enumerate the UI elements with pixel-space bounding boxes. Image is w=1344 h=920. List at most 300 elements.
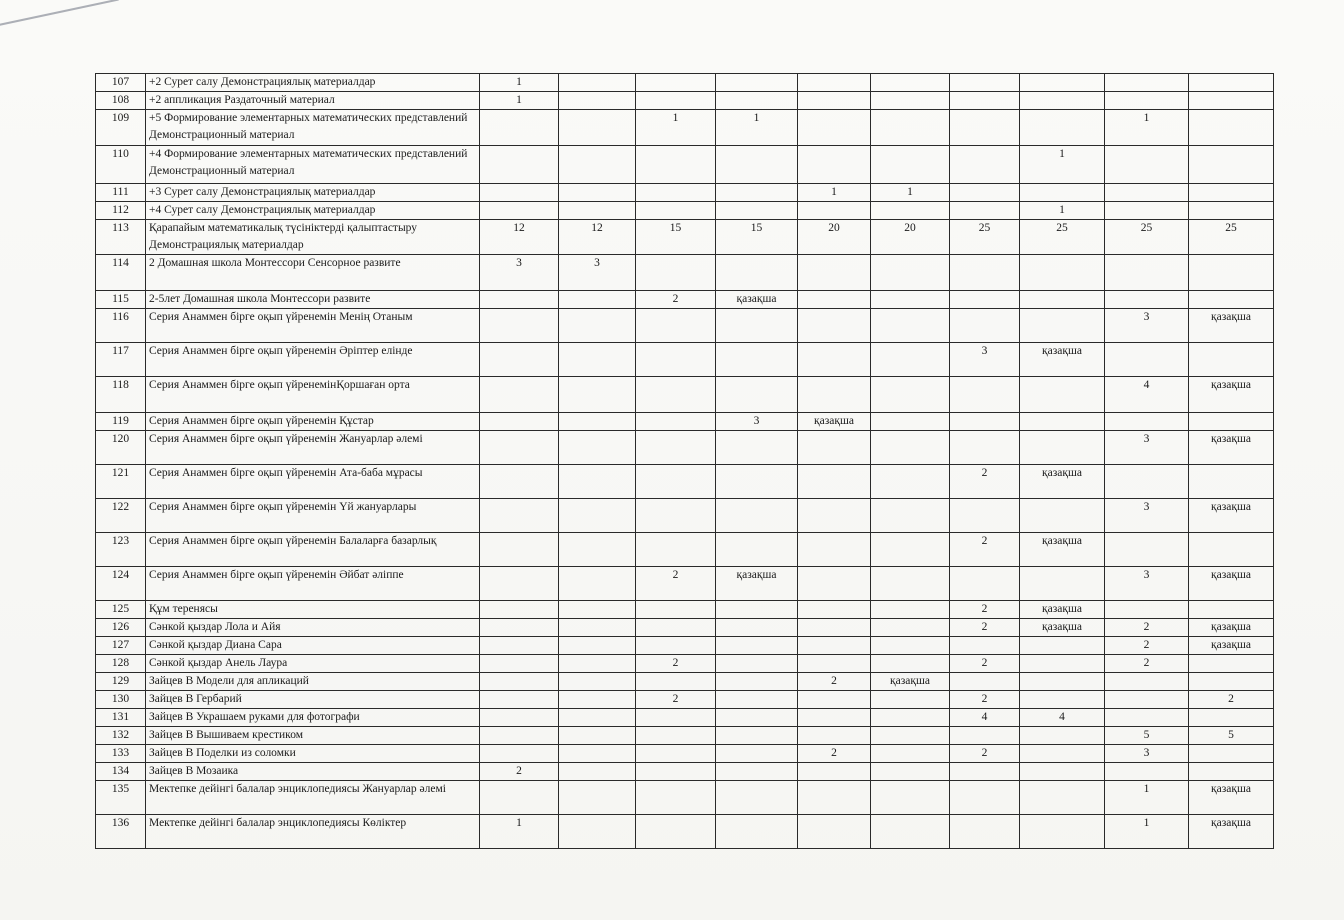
value-cell: қазақша — [1189, 377, 1274, 413]
value-cell — [636, 377, 716, 413]
table-row — [96, 184, 1274, 202]
value-cell — [871, 146, 950, 184]
row-number: 116 — [96, 309, 146, 343]
value-cell — [716, 184, 798, 202]
value-cell — [1105, 184, 1189, 202]
value-cell — [871, 413, 950, 431]
value-cell — [559, 92, 636, 110]
value-cell — [636, 601, 716, 619]
value-cell — [950, 255, 1020, 291]
value-cell — [716, 74, 798, 92]
item-title: Зайцев В Гербарий — [146, 691, 480, 709]
item-title: Құм теренясы — [146, 601, 480, 619]
value-cell — [1105, 255, 1189, 291]
value-cell — [1105, 92, 1189, 110]
row-number: 132 — [96, 727, 146, 745]
value-cell: 1 — [1105, 815, 1189, 849]
value-cell — [559, 184, 636, 202]
table-row — [96, 655, 1274, 673]
value-cell — [1105, 343, 1189, 377]
value-cell: 3 — [1105, 431, 1189, 465]
value-cell — [798, 619, 871, 637]
value-cell — [559, 601, 636, 619]
value-cell — [1020, 637, 1105, 655]
value-cell — [480, 691, 559, 709]
item-title: Зайцев В Мозаика — [146, 763, 480, 781]
value-cell — [716, 763, 798, 781]
value-cell — [871, 655, 950, 673]
item-title: Серия Анаммен бірге оқып үйренемінҚоршаған орта — [146, 377, 480, 413]
value-cell: 1 — [1105, 781, 1189, 815]
row-number: 124 — [96, 567, 146, 601]
value-cell — [798, 377, 871, 413]
value-cell — [1020, 815, 1105, 849]
row-number: 129 — [96, 673, 146, 691]
value-cell — [798, 637, 871, 655]
row-number: 121 — [96, 465, 146, 499]
value-cell — [798, 727, 871, 745]
item-title: Серия Анаммен бірге оқып үйренемін Балаларға базарлық — [146, 533, 480, 567]
value-cell: 3 — [950, 343, 1020, 377]
value-cell — [950, 763, 1020, 781]
value-cell — [636, 499, 716, 533]
value-cell — [1189, 709, 1274, 727]
value-cell: 1 — [871, 184, 950, 202]
value-cell — [480, 291, 559, 309]
value-cell — [871, 202, 950, 220]
value-cell — [871, 781, 950, 815]
value-cell: қазақша — [1020, 533, 1105, 567]
row-number: 135 — [96, 781, 146, 815]
value-cell: 5 — [1189, 727, 1274, 745]
value-cell — [716, 533, 798, 567]
value-cell — [1105, 413, 1189, 431]
value-cell — [480, 709, 559, 727]
value-cell: 20 — [871, 220, 950, 255]
item-title: +2 аппликация Раздаточный материал — [146, 92, 480, 110]
value-cell — [716, 815, 798, 849]
value-cell — [480, 619, 559, 637]
table-row — [96, 92, 1274, 110]
value-cell — [871, 465, 950, 499]
value-cell — [798, 655, 871, 673]
row-number: 133 — [96, 745, 146, 763]
value-cell — [798, 691, 871, 709]
item-title: +5 Формирование элементарных математических представлений Демонстрационный материал — [146, 110, 480, 146]
value-cell: қазақша — [1189, 815, 1274, 849]
table-row — [96, 691, 1274, 709]
value-cell: 2 — [950, 465, 1020, 499]
item-title: Зайцев В Модели для апликаций — [146, 673, 480, 691]
value-cell — [871, 709, 950, 727]
value-cell: қазақша — [1020, 343, 1105, 377]
value-cell — [480, 637, 559, 655]
value-cell — [1105, 291, 1189, 309]
table-row — [96, 781, 1274, 815]
value-cell — [1105, 691, 1189, 709]
value-cell — [636, 533, 716, 567]
value-cell: 2 — [798, 673, 871, 691]
value-cell: 2 — [798, 745, 871, 763]
value-cell — [1020, 727, 1105, 745]
pen-mark — [0, 0, 119, 27]
value-cell: 2 — [950, 691, 1020, 709]
value-cell — [950, 567, 1020, 601]
value-cell — [1020, 499, 1105, 533]
value-cell: қазақша — [1189, 781, 1274, 815]
value-cell — [798, 601, 871, 619]
table-row — [96, 567, 1274, 601]
value-cell — [636, 619, 716, 637]
value-cell — [716, 691, 798, 709]
value-cell — [798, 202, 871, 220]
value-cell — [636, 146, 716, 184]
value-cell — [871, 637, 950, 655]
value-cell: 25 — [1105, 220, 1189, 255]
item-title: Қарапайым математикалық түсініктерді қалыптастыру Демонстрациялық материалдар — [146, 220, 480, 255]
table-row — [96, 745, 1274, 763]
item-title: Серия Анаммен бірге оқып үйренемін Ата-баба мұрасы — [146, 465, 480, 499]
value-cell — [559, 343, 636, 377]
table-row — [96, 727, 1274, 745]
table-row — [96, 465, 1274, 499]
value-cell: 2 — [1105, 637, 1189, 655]
table-row — [96, 637, 1274, 655]
value-cell — [559, 499, 636, 533]
value-cell — [636, 745, 716, 763]
value-cell — [1189, 763, 1274, 781]
table-row — [96, 343, 1274, 377]
value-cell — [1020, 431, 1105, 465]
value-cell — [1189, 74, 1274, 92]
value-cell — [798, 291, 871, 309]
value-cell — [1189, 745, 1274, 763]
value-cell — [636, 309, 716, 343]
value-cell — [1020, 74, 1105, 92]
row-number: 115 — [96, 291, 146, 309]
row-number: 123 — [96, 533, 146, 567]
item-title: Серия Анаммен бірге оқып үйренемін Үй жануарлары — [146, 499, 480, 533]
value-cell — [871, 377, 950, 413]
value-cell — [1020, 377, 1105, 413]
value-cell — [480, 309, 559, 343]
value-cell — [871, 343, 950, 377]
value-cell — [871, 92, 950, 110]
value-cell — [798, 343, 871, 377]
value-cell: 1 — [798, 184, 871, 202]
value-cell — [871, 74, 950, 92]
item-title: +3 Сурет салу Демонстрациялық материалдар — [146, 184, 480, 202]
value-cell: 2 — [1105, 619, 1189, 637]
value-cell — [480, 567, 559, 601]
value-cell — [950, 431, 1020, 465]
value-cell — [716, 601, 798, 619]
value-cell — [559, 413, 636, 431]
value-cell — [1189, 146, 1274, 184]
value-cell — [798, 309, 871, 343]
row-number: 120 — [96, 431, 146, 465]
value-cell — [950, 815, 1020, 849]
item-title: Серия Анаммен бірге оқып үйренемін Менің Отаным — [146, 309, 480, 343]
value-cell — [559, 637, 636, 655]
value-cell — [798, 781, 871, 815]
value-cell — [480, 431, 559, 465]
value-cell — [1020, 745, 1105, 763]
value-cell: қазақша — [1189, 567, 1274, 601]
value-cell: 25 — [950, 220, 1020, 255]
value-cell: қазақша — [716, 567, 798, 601]
value-cell — [950, 184, 1020, 202]
value-cell — [480, 601, 559, 619]
value-cell — [1105, 465, 1189, 499]
value-cell: 2 — [636, 655, 716, 673]
value-cell — [1020, 184, 1105, 202]
table-row — [96, 110, 1274, 146]
value-cell — [716, 465, 798, 499]
value-cell — [716, 431, 798, 465]
value-cell — [559, 815, 636, 849]
value-cell — [1020, 92, 1105, 110]
value-cell — [559, 745, 636, 763]
value-cell: қазақша — [1189, 637, 1274, 655]
item-title: Зайцев В Украшаем руками для фотографи — [146, 709, 480, 727]
value-cell — [798, 146, 871, 184]
value-cell — [798, 255, 871, 291]
value-cell — [636, 343, 716, 377]
value-cell: 25 — [1020, 220, 1105, 255]
value-cell: 2 — [950, 601, 1020, 619]
value-cell — [559, 465, 636, 499]
item-title: Серия Анаммен бірге оқып үйренемін Әріптер елінде — [146, 343, 480, 377]
value-cell — [636, 763, 716, 781]
value-cell — [1020, 413, 1105, 431]
value-cell — [480, 781, 559, 815]
item-title: +4 Сурет салу Демонстрациялық материалдар — [146, 202, 480, 220]
value-cell — [559, 533, 636, 567]
value-cell — [871, 601, 950, 619]
value-cell: 4 — [950, 709, 1020, 727]
value-cell — [559, 291, 636, 309]
value-cell: 3 — [1105, 309, 1189, 343]
row-number: 117 — [96, 343, 146, 377]
value-cell: 2 — [950, 533, 1020, 567]
value-cell — [1105, 709, 1189, 727]
value-cell — [636, 465, 716, 499]
value-cell: 2 — [1189, 691, 1274, 709]
value-cell — [871, 309, 950, 343]
value-cell — [950, 673, 1020, 691]
value-cell — [559, 431, 636, 465]
value-cell — [559, 709, 636, 727]
value-cell — [1020, 291, 1105, 309]
value-cell — [480, 377, 559, 413]
value-cell — [636, 727, 716, 745]
item-title: Зайцев В Поделки из соломки — [146, 745, 480, 763]
value-cell — [559, 727, 636, 745]
table-row — [96, 413, 1274, 431]
item-title: Зайцев В Вышиваем крестиком — [146, 727, 480, 745]
item-title: Сәнкой қыздар Диана Сара — [146, 637, 480, 655]
row-number: 112 — [96, 202, 146, 220]
table-row — [96, 377, 1274, 413]
row-number: 125 — [96, 601, 146, 619]
value-cell — [950, 74, 1020, 92]
row-number: 108 — [96, 92, 146, 110]
value-cell — [1105, 146, 1189, 184]
value-cell — [1020, 763, 1105, 781]
value-cell: қазақша — [1020, 601, 1105, 619]
table-row — [96, 499, 1274, 533]
value-cell — [559, 309, 636, 343]
value-cell — [480, 343, 559, 377]
value-cell — [480, 465, 559, 499]
value-cell — [1105, 673, 1189, 691]
value-cell — [950, 781, 1020, 815]
value-cell — [559, 110, 636, 146]
value-cell — [798, 533, 871, 567]
value-cell — [480, 673, 559, 691]
value-cell — [1189, 601, 1274, 619]
row-number: 128 — [96, 655, 146, 673]
value-cell: 1 — [716, 110, 798, 146]
value-cell: қазақша — [716, 291, 798, 309]
value-cell — [1105, 202, 1189, 220]
value-cell — [716, 727, 798, 745]
row-number: 107 — [96, 74, 146, 92]
value-cell: 3 — [480, 255, 559, 291]
value-cell — [798, 92, 871, 110]
value-cell — [716, 499, 798, 533]
value-cell: қазақша — [1020, 465, 1105, 499]
value-cell — [1189, 465, 1274, 499]
table-row — [96, 601, 1274, 619]
table-row — [96, 220, 1274, 255]
value-cell — [1020, 567, 1105, 601]
value-cell — [716, 309, 798, 343]
value-cell — [1020, 655, 1105, 673]
row-number: 113 — [96, 220, 146, 255]
value-cell: 1 — [1020, 202, 1105, 220]
value-cell — [636, 413, 716, 431]
value-cell — [1105, 533, 1189, 567]
value-cell: 12 — [559, 220, 636, 255]
value-cell: 3 — [1105, 499, 1189, 533]
value-cell — [1189, 343, 1274, 377]
table-row — [96, 146, 1274, 184]
row-number: 114 — [96, 255, 146, 291]
value-cell — [559, 74, 636, 92]
value-cell: қазақша — [1189, 619, 1274, 637]
value-cell — [950, 309, 1020, 343]
value-cell — [636, 709, 716, 727]
value-cell — [559, 146, 636, 184]
value-cell — [1105, 601, 1189, 619]
value-cell — [480, 146, 559, 184]
value-cell — [716, 637, 798, 655]
table-row — [96, 815, 1274, 849]
value-cell — [1189, 291, 1274, 309]
value-cell — [798, 74, 871, 92]
value-cell — [1189, 673, 1274, 691]
value-cell — [636, 184, 716, 202]
value-cell — [480, 533, 559, 567]
value-cell — [559, 202, 636, 220]
value-cell: 2 — [950, 745, 1020, 763]
value-cell: 3 — [1105, 745, 1189, 763]
value-cell — [871, 727, 950, 745]
value-cell — [798, 499, 871, 533]
row-number: 109 — [96, 110, 146, 146]
value-cell — [950, 727, 1020, 745]
value-cell: 1 — [480, 815, 559, 849]
value-cell: 2 — [950, 619, 1020, 637]
value-cell — [480, 184, 559, 202]
item-title: +2 Сурет салу Демонстрациялық материалдар — [146, 74, 480, 92]
value-cell — [950, 413, 1020, 431]
value-cell — [716, 92, 798, 110]
value-cell — [636, 781, 716, 815]
value-cell — [559, 691, 636, 709]
value-cell: 1 — [480, 92, 559, 110]
value-cell — [1189, 533, 1274, 567]
value-cell — [1020, 309, 1105, 343]
value-cell: 3 — [1105, 567, 1189, 601]
value-cell — [1189, 255, 1274, 291]
value-cell — [480, 499, 559, 533]
table-row — [96, 431, 1274, 465]
value-cell: 2 — [636, 691, 716, 709]
value-cell: 1 — [1020, 146, 1105, 184]
row-number: 122 — [96, 499, 146, 533]
row-number: 127 — [96, 637, 146, 655]
row-number: 110 — [96, 146, 146, 184]
value-cell — [798, 110, 871, 146]
value-cell — [1189, 413, 1274, 431]
value-cell — [559, 377, 636, 413]
value-cell — [871, 745, 950, 763]
value-cell: 3 — [559, 255, 636, 291]
value-cell: 2 — [636, 567, 716, 601]
value-cell: 15 — [716, 220, 798, 255]
value-cell — [798, 567, 871, 601]
value-cell: 20 — [798, 220, 871, 255]
value-cell — [798, 815, 871, 849]
value-cell — [871, 255, 950, 291]
value-cell — [480, 202, 559, 220]
value-cell — [950, 499, 1020, 533]
row-number: 131 — [96, 709, 146, 727]
value-cell — [950, 377, 1020, 413]
value-cell: 2 — [480, 763, 559, 781]
value-cell — [1189, 92, 1274, 110]
value-cell — [559, 655, 636, 673]
row-number: 130 — [96, 691, 146, 709]
value-cell — [480, 655, 559, 673]
value-cell — [871, 567, 950, 601]
value-cell — [1189, 184, 1274, 202]
item-title: Серия Анаммен бірге оқып үйренемін Құстар — [146, 413, 480, 431]
value-cell — [871, 815, 950, 849]
table-row — [96, 291, 1274, 309]
value-cell: 15 — [636, 220, 716, 255]
value-cell — [636, 815, 716, 849]
value-cell: 2 — [1105, 655, 1189, 673]
value-cell — [1105, 74, 1189, 92]
value-cell — [871, 110, 950, 146]
value-cell — [636, 673, 716, 691]
item-title: Серия Анаммен бірге оқып үйренемін Жануарлар әлемі — [146, 431, 480, 465]
item-title: 2-5лет Домашная школа Монтессори развите — [146, 291, 480, 309]
